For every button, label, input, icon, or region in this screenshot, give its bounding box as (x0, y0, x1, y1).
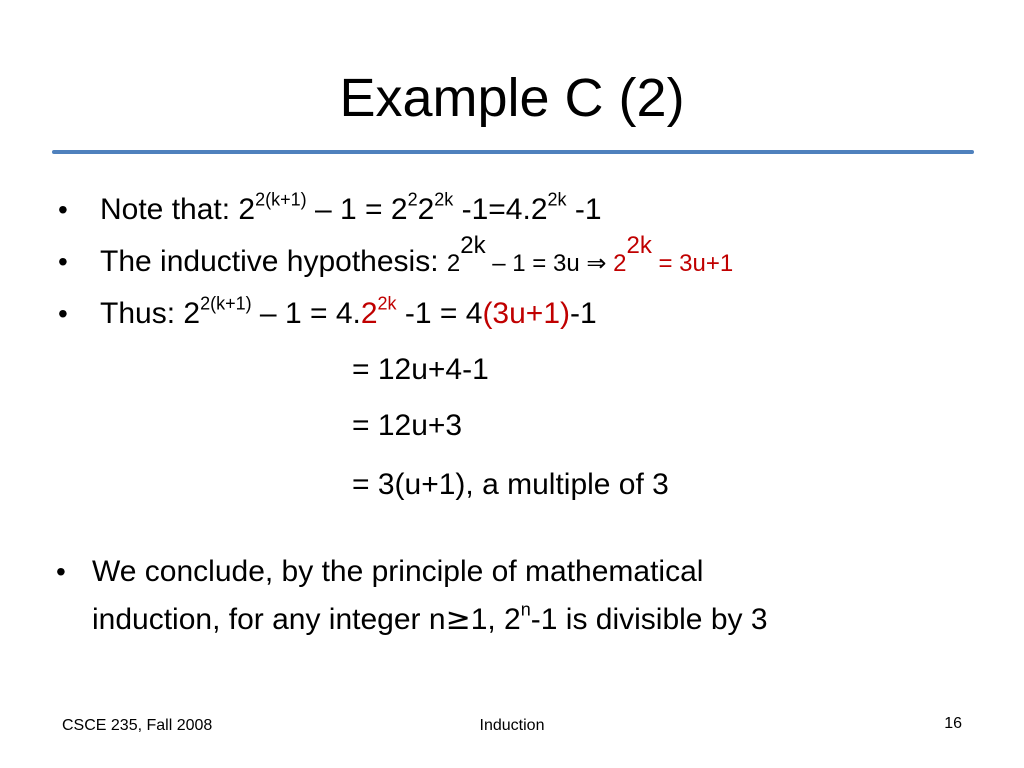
bullet-note-that (58, 189, 602, 230)
conclusion-line2 (92, 596, 768, 644)
bullet-inductive-hypothesis (58, 232, 734, 284)
conclusion-text1: induction, for any integer n (92, 603, 446, 636)
line1-sup3: 2k (434, 189, 454, 210)
bullet-icon: • (56, 556, 66, 587)
line3-sup1: 2(k+1) (200, 293, 252, 314)
line3-red-sup1: 2k (377, 293, 397, 314)
equation-step-1: = 12u+4-1 (352, 353, 489, 386)
equation-step-3: = 3(u+1), a multiple of 3 (352, 468, 669, 501)
conclusion-sup1: n (520, 599, 531, 620)
bullet-conclusion (56, 548, 768, 644)
line1-sup4: 2k (547, 189, 567, 210)
equation-step-2: = 12u+3 (352, 409, 463, 442)
slide-title: Example C (2) (339, 68, 685, 128)
line3-red-text1: 2 (360, 297, 378, 330)
bullet-thus (58, 293, 597, 334)
geq-icon: ≥ (445, 602, 471, 637)
bullet-icon: • (58, 298, 68, 329)
line2-label: The inductive hypothesis: (100, 245, 447, 278)
footer-topic: Induction (479, 717, 545, 734)
line2-red-sup1: 2k (626, 232, 652, 259)
line1-text5: -1 (566, 193, 602, 226)
line3-red-text2: (3u+1) (482, 297, 570, 330)
line3-text3: -1 = 4 (396, 297, 483, 330)
implies-icon: ⇒ (586, 249, 607, 277)
line2-red-text2: = 3u+1 (651, 250, 734, 277)
line1-text2: – 1 = 2 (306, 193, 408, 226)
line2-text2: – 1 = 3u (485, 250, 587, 277)
line3-text1: Thus: 2 (100, 297, 201, 330)
page-number: 16 (944, 715, 962, 732)
line1-text3: 2 (417, 193, 435, 226)
line1-text1: Note that: 2 (100, 193, 256, 226)
conclusion-text3: -1 is divisible by 3 (530, 603, 768, 636)
line3-text2: – 1 = 4. (251, 297, 361, 330)
line2-red-text1: 2 (606, 250, 627, 277)
line1-sup1: 2(k+1) (255, 189, 307, 210)
line3-text4: -1 (570, 297, 597, 330)
line1-text4: -1=4.2 (453, 193, 548, 226)
title-divider (52, 150, 974, 154)
conclusion-text2: 1, 2 (470, 603, 521, 636)
line2-sup1: 2k (460, 232, 486, 259)
footer-course: CSCE 235, Fall 2008 (62, 717, 213, 734)
line2-text1: 2 (446, 250, 461, 277)
bullet-icon: • (58, 194, 68, 225)
conclusion-line1: We conclude, by the principle of mathematical (92, 555, 704, 588)
bullet-icon: • (58, 246, 68, 277)
line1-sup2: 2 (407, 189, 418, 210)
